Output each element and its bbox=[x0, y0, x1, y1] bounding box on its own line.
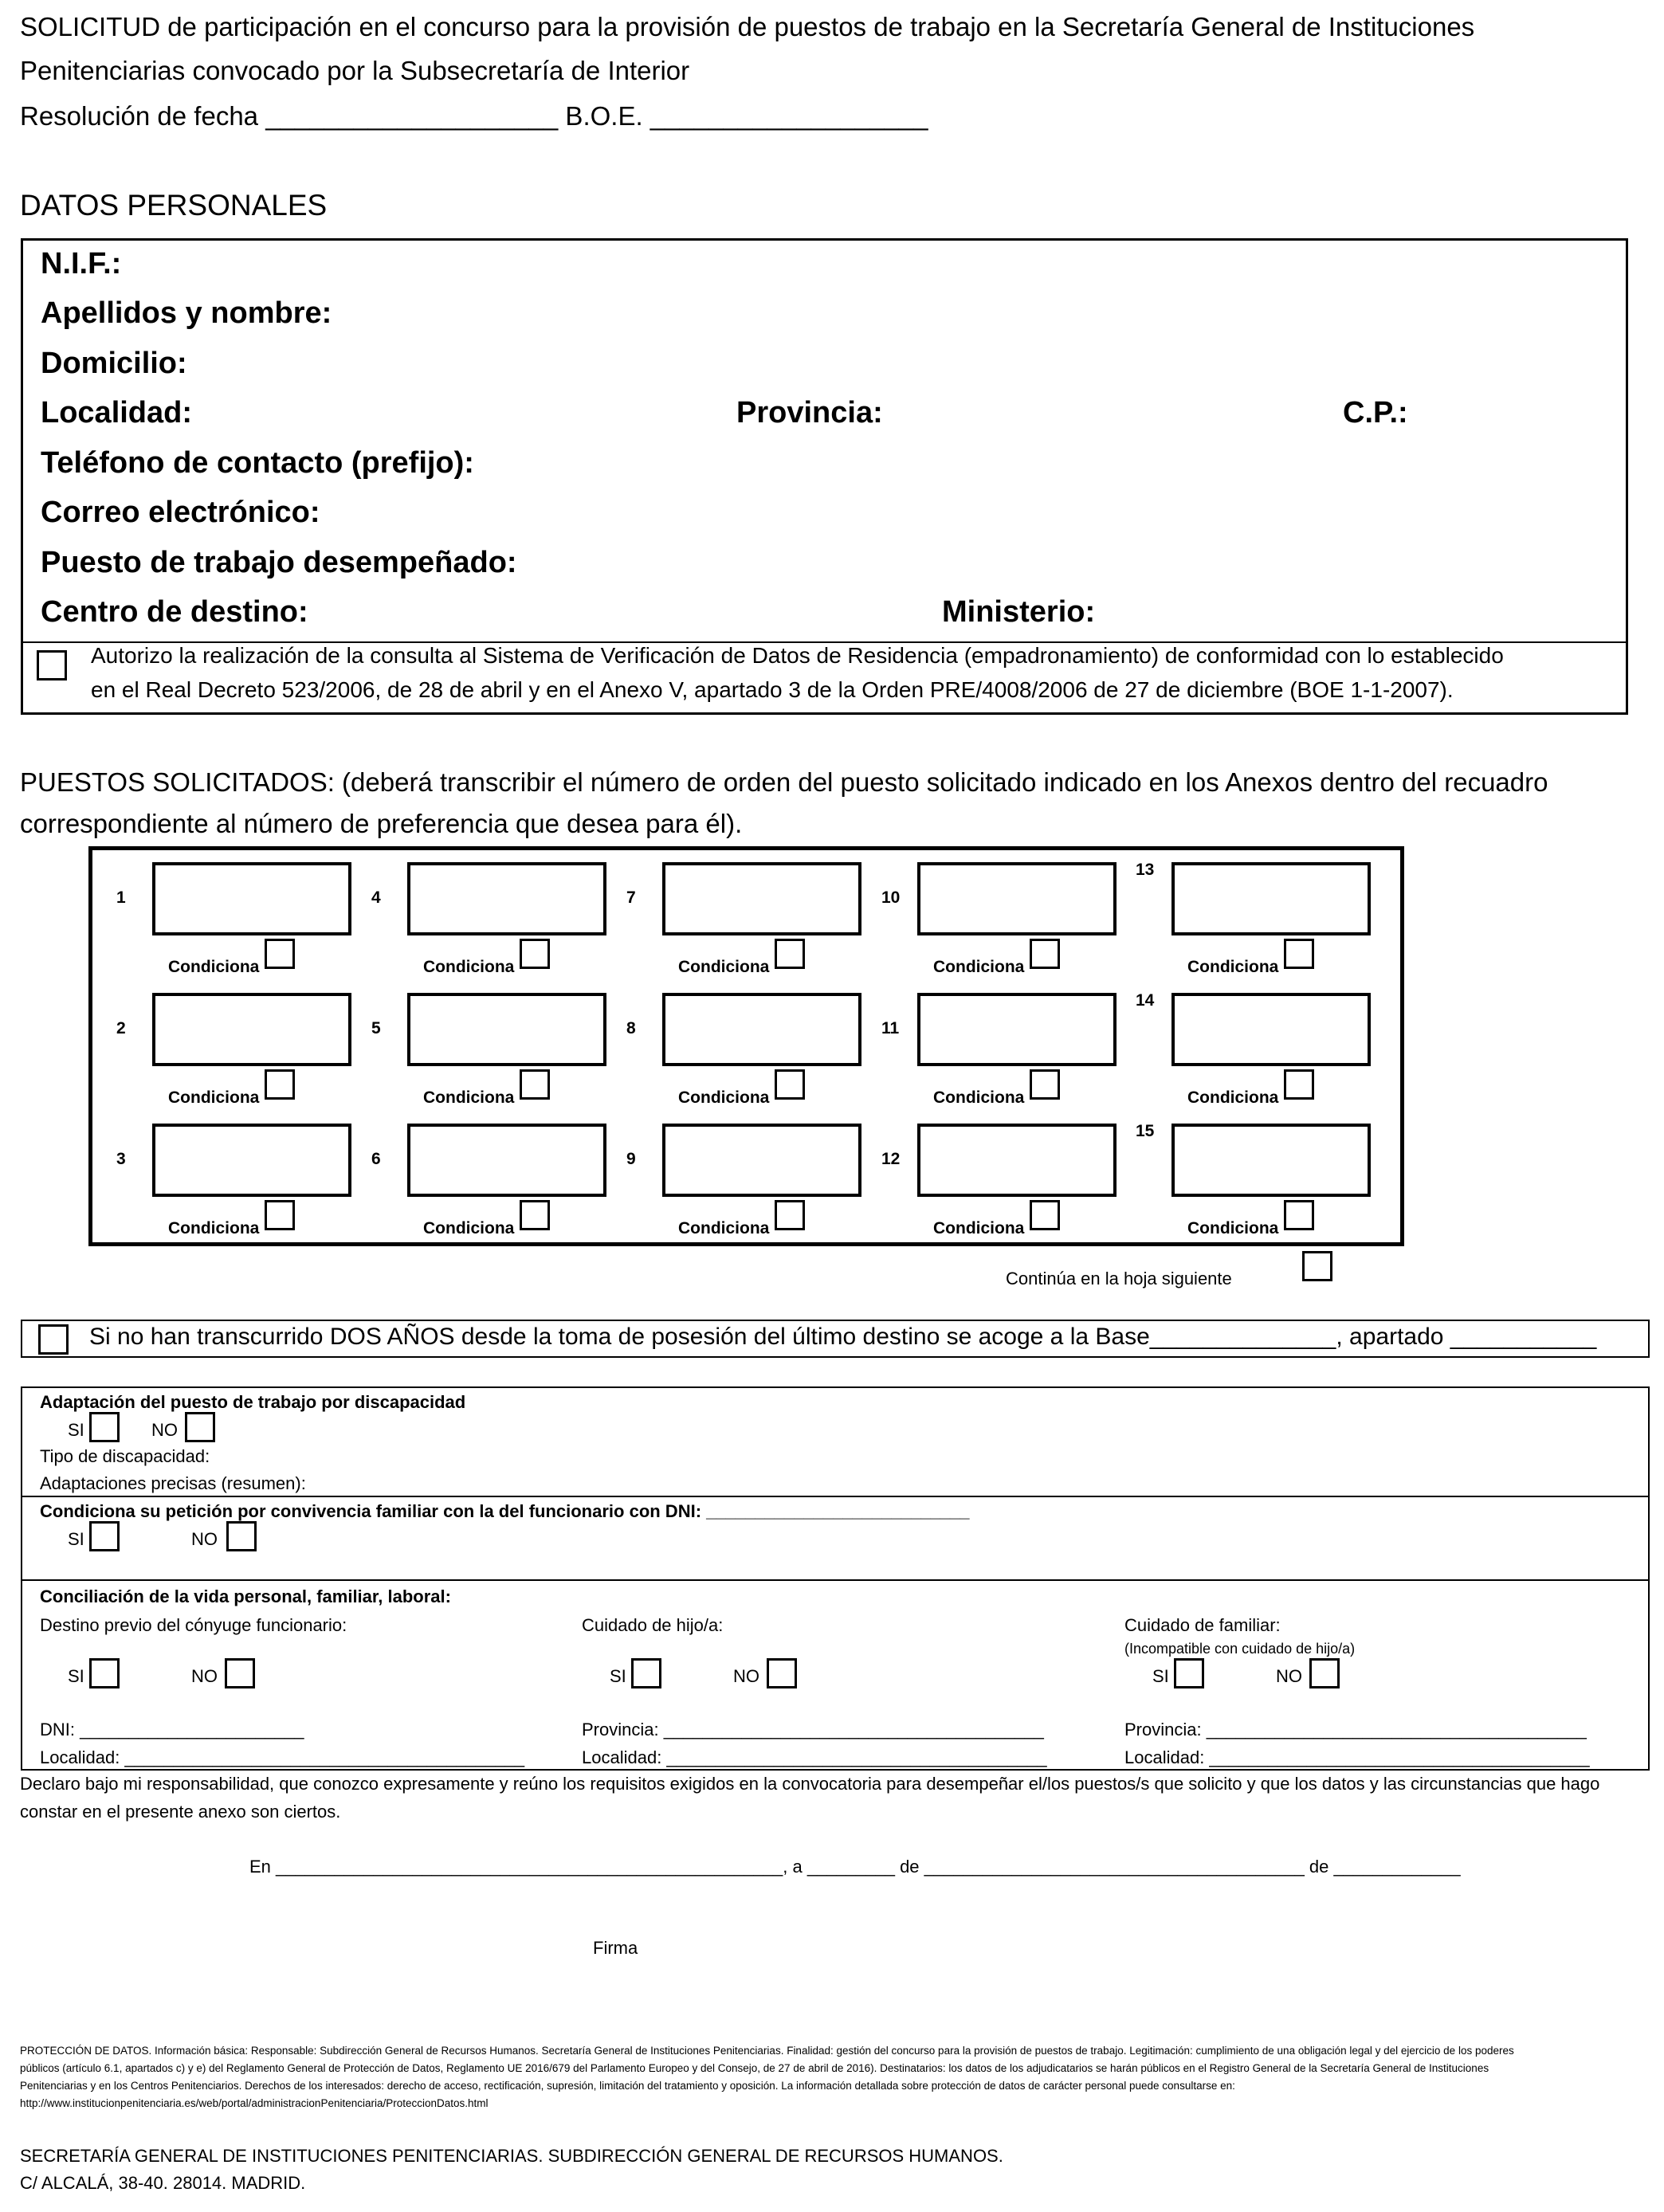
puestos-intro-1: PUESTOS SOLICITADOS: (deberá transcribir el número de orden del puesto solicitado indicado en los Anexos dentro del recuadro bbox=[20, 767, 1548, 797]
convivencia-si-checkbox[interactable] bbox=[89, 1521, 120, 1551]
condiciona-label: Condiciona bbox=[168, 1219, 260, 1237]
dni-field[interactable]: DNI: _______________________ bbox=[40, 1720, 304, 1739]
preference-number: 14 bbox=[1136, 991, 1155, 1010]
condiciona-checkbox[interactable] bbox=[775, 1069, 805, 1100]
proteccion-line-3: Penitenciarias y en los Centros Penitenciarios. Derechos de los interesados: derecho de acceso, rectificación, supresión, limitación del tratamiento y oposición. La información detallada sobre protección de datos de carácter personal puede consultarse en: bbox=[20, 2080, 1235, 2092]
preference-number: 5 bbox=[371, 1019, 381, 1037]
discapacidad-no-label: NO bbox=[151, 1420, 178, 1440]
condiciona-checkbox[interactable] bbox=[1030, 939, 1060, 969]
dos-anos-text: Si no han transcurrido DOS AÑOS desde la toma de posesión del último destino se acoge a la Base______________, apartado ___________ bbox=[89, 1324, 1597, 1350]
hijo-no-label: NO bbox=[733, 1666, 759, 1686]
provincia-field-2[interactable]: Provincia: _______________________________________ bbox=[582, 1720, 1044, 1739]
nif-label: N.I.F.: bbox=[41, 247, 122, 280]
proteccion-line-1: PROTECCIÓN DE DATOS. Información básica: Responsable: Subdirección General de Recursos Humanos. Secretaría General de Instituciones Penitenciarias. Finalidad: gestión del concurso para la provisión de puestos de trabajo. Legitimación: cumplimiento de una obligación legal y del ejercicio de los poderes bbox=[20, 2045, 1514, 2057]
preference-input-box[interactable] bbox=[662, 993, 861, 1066]
familiar-no-label: NO bbox=[1276, 1666, 1302, 1686]
familiar-no-checkbox[interactable] bbox=[1309, 1658, 1340, 1688]
condiciona-checkbox[interactable] bbox=[520, 939, 550, 969]
firma-label: Firma bbox=[593, 1938, 638, 1958]
condiciona-checkbox[interactable] bbox=[1284, 1200, 1314, 1230]
preference-number: 6 bbox=[371, 1150, 381, 1168]
localidad-field-1[interactable]: Localidad: _________________________________________ bbox=[40, 1747, 525, 1767]
hijo-si-checkbox[interactable] bbox=[631, 1658, 661, 1688]
lugar-fecha-line[interactable]: En ____________________________________________________, a _________ de _______________________________________ de _____________ bbox=[249, 1857, 1461, 1877]
preference-number: 1 bbox=[116, 888, 126, 907]
condiciona-checkbox[interactable] bbox=[265, 939, 295, 969]
preference-input-box[interactable] bbox=[917, 862, 1117, 935]
telefono-label: Teléfono de contacto (prefijo): bbox=[41, 446, 474, 480]
tipo-discapacidad-label: Tipo de discapacidad: bbox=[40, 1446, 210, 1466]
adaptacion-box bbox=[21, 1386, 1650, 1771]
condiciona-checkbox[interactable] bbox=[775, 1200, 805, 1230]
hijo-label: Cuidado de hijo/a: bbox=[582, 1615, 724, 1635]
puestos-grid bbox=[88, 846, 1404, 1246]
condiciona-checkbox[interactable] bbox=[1030, 1200, 1060, 1230]
condiciona-label: Condiciona bbox=[933, 958, 1025, 976]
footer-line-2: C/ ALCALÁ, 38-40. 28014. MADRID. bbox=[20, 2173, 306, 2193]
preference-input-box[interactable] bbox=[662, 862, 861, 935]
preference-input-box[interactable] bbox=[662, 1124, 861, 1197]
discapacidad-si-label: SI bbox=[68, 1420, 84, 1440]
proteccion-link[interactable]: http://www.institucionpenitenciaria.es/web/portal/administracionPenitenciaria/ProteccionDatos.html bbox=[20, 2097, 489, 2109]
domicilio-label: Domicilio: bbox=[41, 347, 187, 380]
preference-input-box[interactable] bbox=[407, 862, 606, 935]
condiciona-checkbox[interactable] bbox=[1284, 939, 1314, 969]
autorizo-text-1: Autorizo la realización de la consulta al Sistema de Verificación de Datos de Residencia (empadronamiento) de conformidad con lo establecido bbox=[91, 643, 1504, 668]
convivencia-no-label: NO bbox=[191, 1529, 218, 1549]
header-line-2: Penitenciarias convocado por la Subsecretaría de Interior bbox=[20, 56, 690, 85]
condiciona-label: Condiciona bbox=[423, 1219, 515, 1237]
condiciona-checkbox[interactable] bbox=[265, 1200, 295, 1230]
condiciona-label: Condiciona bbox=[933, 1219, 1025, 1237]
preference-input-box[interactable] bbox=[1171, 862, 1371, 935]
condiciona-label: Condiciona bbox=[1187, 1219, 1279, 1237]
dos-anos-box bbox=[21, 1320, 1650, 1358]
preference-number: 2 bbox=[116, 1019, 126, 1037]
preference-input-box[interactable] bbox=[152, 1124, 351, 1197]
preference-number: 7 bbox=[626, 888, 636, 907]
condiciona-label: Condiciona bbox=[678, 1219, 770, 1237]
preference-number: 13 bbox=[1136, 861, 1155, 879]
condiciona-label: Condiciona bbox=[678, 958, 770, 976]
condiciona-label: Condiciona bbox=[168, 958, 260, 976]
discapacidad-si-checkbox[interactable] bbox=[89, 1412, 120, 1442]
incompatible-note: (Incompatible con cuidado de hijo/a) bbox=[1124, 1641, 1356, 1657]
preference-number: 15 bbox=[1136, 1122, 1155, 1140]
localidad-field-3[interactable]: Localidad: _______________________________________ bbox=[1124, 1747, 1590, 1767]
personal-data-box bbox=[21, 238, 1628, 715]
condiciona-checkbox[interactable] bbox=[520, 1069, 550, 1100]
conyuge-no-checkbox[interactable] bbox=[225, 1658, 255, 1688]
condiciona-checkbox[interactable] bbox=[1030, 1069, 1060, 1100]
continua-checkbox[interactable] bbox=[1302, 1251, 1332, 1281]
condiciona-label: Condiciona bbox=[678, 1088, 770, 1107]
convivencia-si-label: SI bbox=[68, 1529, 84, 1549]
autorizo-text-2: en el Real Decreto 523/2006, de 28 de abril y en el Anexo V, apartado 3 de la Orden PRE/4008/2006 de 27 de diciembre (BOE 1-1-2007). bbox=[91, 677, 1454, 702]
dos-anos-checkbox[interactable] bbox=[38, 1324, 69, 1355]
conyuge-si-checkbox[interactable] bbox=[89, 1658, 120, 1688]
preference-input-box[interactable] bbox=[407, 1124, 606, 1197]
ministerio-label: Ministerio: bbox=[942, 595, 1096, 629]
condiciona-checkbox[interactable] bbox=[265, 1069, 295, 1100]
hijo-no-checkbox[interactable] bbox=[767, 1658, 797, 1688]
preference-input-box[interactable] bbox=[1171, 993, 1371, 1066]
apellidos-label: Apellidos y nombre: bbox=[41, 296, 332, 330]
autorizo-checkbox[interactable] bbox=[37, 650, 67, 680]
preference-input-box[interactable] bbox=[1171, 1124, 1371, 1197]
cp-label: C.P.: bbox=[1343, 396, 1408, 429]
convivencia-no-checkbox[interactable] bbox=[226, 1521, 257, 1551]
correo-label: Correo electrónico: bbox=[41, 496, 320, 529]
preference-input-box[interactable] bbox=[407, 993, 606, 1066]
convivencia-title: Condiciona su petición por convivencia familiar con la del funcionario con DNI: ___________________________ bbox=[40, 1501, 970, 1521]
puestos-intro-2: correspondiente al número de preferencia que desea para él). bbox=[20, 809, 743, 838]
conyuge-label: Destino previo del cónyuge funcionario: bbox=[40, 1615, 347, 1635]
conyuge-si-label: SI bbox=[68, 1666, 84, 1686]
adaptaciones-label: Adaptaciones precisas (resumen): bbox=[40, 1473, 306, 1493]
preference-number: 10 bbox=[881, 888, 901, 907]
conciliacion-title: Conciliación de la vida personal, familiar, laboral: bbox=[40, 1586, 451, 1606]
puesto-label: Puesto de trabajo desempeñado: bbox=[41, 546, 517, 579]
familiar-label: Cuidado de familiar: bbox=[1124, 1615, 1281, 1635]
continua-label: Continúa en la hoja siguiente bbox=[1006, 1269, 1232, 1288]
divider bbox=[22, 1496, 1648, 1497]
proteccion-line-2: públicos (artículo 6.1, apartados c) y e) del Reglamento General de Protección de Datos, Reglamento UE 2016/679 del Parlamento Europeo y del Consejo, de 27 de abril de 2016). Destinatarios: los datos de los adjudicatarios se harán públicos en el Registro General de la Secretaría General de Instituciones bbox=[20, 2062, 1489, 2074]
discapacidad-no-checkbox[interactable] bbox=[185, 1412, 215, 1442]
personal-data-title: DATOS PERSONALES bbox=[20, 189, 328, 222]
preference-number: 12 bbox=[881, 1150, 901, 1168]
condiciona-label: Condiciona bbox=[423, 958, 515, 976]
footer-line-1: SECRETARÍA GENERAL DE INSTITUCIONES PENITENCIARIAS. SUBDIRECCIÓN GENERAL DE RECURSOS HUMANOS. bbox=[20, 2146, 1003, 2166]
provincia-field-3[interactable]: Provincia: _______________________________________ bbox=[1124, 1720, 1587, 1739]
familiar-si-label: SI bbox=[1152, 1666, 1169, 1686]
preference-number: 11 bbox=[881, 1019, 900, 1037]
condiciona-checkbox[interactable] bbox=[520, 1200, 550, 1230]
discapacidad-title: Adaptación del puesto de trabajo por discapacidad bbox=[40, 1392, 466, 1412]
provincia-label: Provincia: bbox=[736, 396, 883, 429]
divider bbox=[22, 1579, 1648, 1581]
preference-input-box[interactable] bbox=[152, 862, 351, 935]
preference-number: 9 bbox=[626, 1150, 636, 1168]
preference-input-box[interactable] bbox=[152, 993, 351, 1066]
condiciona-label: Condiciona bbox=[933, 1088, 1025, 1107]
header-line-1: SOLICITUD de participación en el concurso para la provisión de puestos de trabajo en la Secretaría General de Instituciones bbox=[20, 12, 1475, 41]
declaro-text-1: Declaro bajo mi responsabilidad, que conozco expresamente y reúno los requisitos exigidos en la convocatoria para desempeñar el/los puestos/s que solicito y que los datos y las circunstancias que hago bbox=[20, 1774, 1600, 1794]
familiar-si-checkbox[interactable] bbox=[1174, 1658, 1204, 1688]
condiciona-label: Condiciona bbox=[423, 1088, 515, 1107]
conyuge-no-label: NO bbox=[191, 1666, 218, 1686]
condiciona-label: Condiciona bbox=[1187, 958, 1279, 976]
localidad-field-2[interactable]: Localidad: _______________________________________ bbox=[582, 1747, 1047, 1767]
condiciona-checkbox[interactable] bbox=[775, 939, 805, 969]
condiciona-label: Condiciona bbox=[168, 1088, 260, 1107]
declaro-text-2: constar en el presente anexo son ciertos. bbox=[20, 1802, 341, 1822]
header-line-3: Resolución de fecha ____________________ B.O.E. ___________________ bbox=[20, 101, 928, 131]
hijo-si-label: SI bbox=[610, 1666, 626, 1686]
preference-number: 3 bbox=[116, 1150, 126, 1168]
preference-input-box[interactable] bbox=[917, 1124, 1117, 1197]
preference-input-box[interactable] bbox=[917, 993, 1117, 1066]
condiciona-label: Condiciona bbox=[1187, 1088, 1279, 1107]
preference-number: 8 bbox=[626, 1019, 636, 1037]
condiciona-checkbox[interactable] bbox=[1284, 1069, 1314, 1100]
localidad-label: Localidad: bbox=[41, 396, 193, 429]
preference-number: 4 bbox=[371, 888, 381, 907]
centro-label: Centro de destino: bbox=[41, 595, 308, 629]
